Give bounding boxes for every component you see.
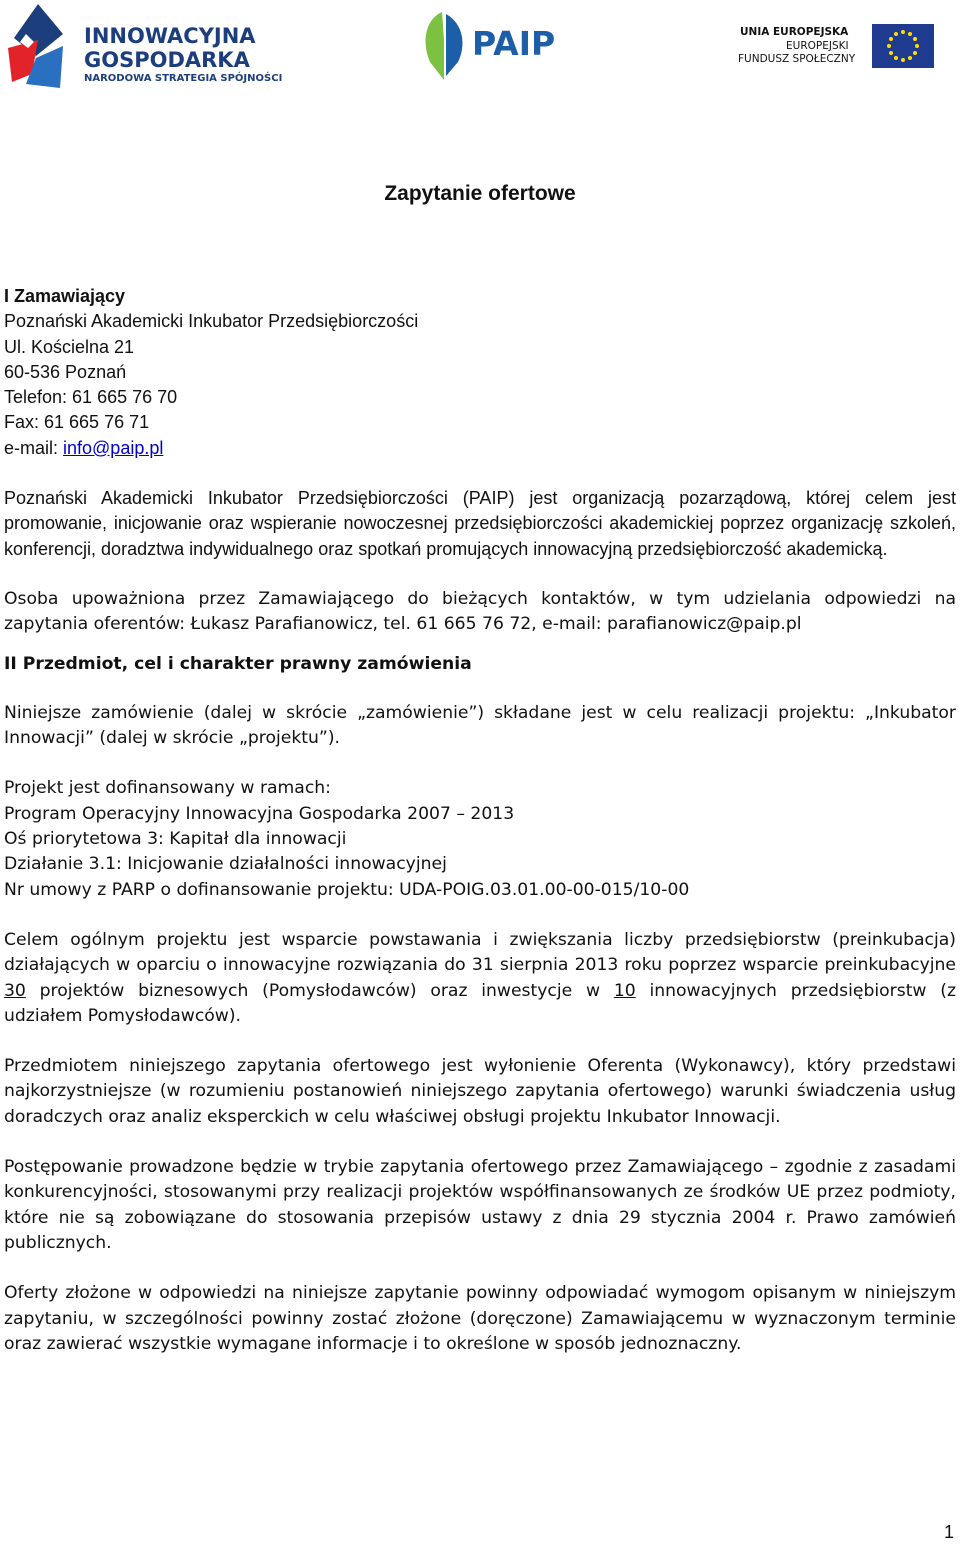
funding-axis: Oś priorytetowa 3: Kapitał dla innowacji: [4, 829, 347, 850]
order-purpose-paragraph: Niniejsze zamówienie (dalej w skrócie „zamówienie”) składane jest w celu realizacji projektu: „Inkubator Innowacji” (dalej w skrócie „projektu”).: [4, 702, 956, 749]
ig-line2: GOSPODARKA: [84, 48, 250, 72]
ordering-party-email-line: [4, 436, 956, 461]
goal-text-c: innowacyjnych przedsiębiorstw (z udziałem Pomysłodawców).: [4, 980, 956, 1026]
eu-line3: FUNDUSZ SPOŁECZNY: [738, 53, 856, 65]
eu-flag-icon: [872, 24, 934, 68]
goal-number-projects: 30: [4, 980, 26, 1001]
email-label: e-mail:: [4, 437, 64, 458]
paip-wordmark: PAIP: [472, 24, 556, 63]
ordering-party-city: 60-536 Poznań: [4, 361, 127, 382]
funding-program: Program Operacyjny Innowacyjna Gospodarka 2007 – 2013: [4, 803, 515, 824]
offers-requirements-paragraph: Oferty złożone w odpowiedzi na niniejsze zapytanie powinny odpowiadać wymogom opisanym w niniejszym zapytaniu, w szczególności powinny zostać złożone (doręczone) Zamawiającemu w wyznaczonym terminie oraz zawierać wszystkie wymagane informacje i to określone w sposób jednoznaczny.: [4, 1283, 956, 1354]
ordering-party-name: Poznański Akademicki Inkubator Przedsiębiorczości: [4, 311, 419, 332]
section1-heading: I Zamawiający: [4, 286, 126, 306]
goal-text-a: Celem ogólnym projektu jest wsparcie powstawania i zwiększania liczby przedsiębiorstw (preinkubacja) działających w oparciu o innowacyjne rozwiązania do 31 sierpnia 2013 roku poprzez wsparcie preinkubacyjne: [4, 929, 956, 976]
eu-line1: UNIA EUROPEJSKA: [740, 26, 849, 38]
section2-heading: II Przedmiot, cel i charakter prawny zamówienia: [4, 653, 472, 674]
document-body: [4, 284, 956, 1382]
project-goal-paragraph: [4, 928, 956, 1029]
email-link[interactable]: info@paip.pl: [63, 437, 164, 458]
eu-logo: [736, 18, 936, 76]
ig-line3: NARODOWA STRATEGIA SPÓJNOŚCI: [84, 73, 283, 84]
procedure-paragraph: Postępowanie prowadzone będzie w trybie zapytania ofertowego przez Zamawiającego – zgodnie z zasadami konkurencyjności, stosowanymi przy realizacji projektów współfinansowanych ze środków UE przez podmioty, które nie są zobowiązane do stosowania przepisów ustawy z dnia 29 stycznia 2004 r. Prawo zamówień publicznych.: [4, 1157, 956, 1253]
contact-person-paragraph: Osoba upoważniona przez Zamawiającego do bieżących kontaktów, w tym udzielania odpowiedzi na zapytania oferentów: Łukasz Parafianowicz, tel. 61 665 76 72, e-mail: parafianowicz@paip.pl: [4, 588, 956, 635]
ig-line1: INNOWACYJNA: [84, 24, 256, 48]
page-number: 1: [943, 1522, 954, 1542]
funding-intro: Projekt jest dofinansowany w ramach:: [4, 778, 331, 799]
paip-logo: [420, 10, 570, 82]
ordering-party-phone: Telefon: 61 665 76 70: [4, 387, 178, 408]
innowacyjna-gospodarka-logo: [8, 4, 283, 90]
page-header: [0, 0, 960, 100]
ordering-party-street: Ul. Kościelna 21: [4, 336, 135, 357]
goal-text-b: projektów biznesowych (Pomysłodawców) oraz inwestycje w: [25, 980, 614, 1001]
paip-intro-paragraph: Poznański Akademicki Inkubator Przedsiębiorczości (PAIP) jest organizacją pozarządową, której celem jest promowanie, inicjowanie oraz wspieranie nowoczesnej przedsiębiorczości akademickiej poprzez organizację szkoleń, konferencji, doradztwa indywidualnego oraz spotkań promujących innowacyjną przedsiębiorczość akademicką.: [4, 488, 956, 559]
inquiry-subject-paragraph: Przedmiotem niniejszego zapytania ofertowego jest wyłonienie Oferenta (Wykonawcy), który przedstawi najkorzystniejsze (w rozumieniu postanowień niniejszego zapytania ofertowego) warunki świadczenia usług doradczych oraz analiz eksperckich w celu właściwej obsługi projektu Inkubator Innowacji.: [4, 1056, 956, 1127]
document-title: Zapytanie ofertowe: [384, 182, 576, 205]
ordering-party-fax: Fax: 61 665 76 71: [4, 412, 150, 433]
ig-emblem-icon: [8, 4, 78, 90]
eu-line2: EUROPEJSKI: [786, 40, 849, 52]
goal-number-companies: 10: [613, 980, 636, 1001]
funding-contract: Nr umowy z PARP o dofinansowanie projektu: UDA-POIG.03.01.00-00-015/10-00: [4, 879, 690, 900]
funding-measure: Działanie 3.1: Inicjowanie działalności innowacyjnej: [4, 854, 447, 875]
paip-emblem-icon: [420, 10, 468, 82]
